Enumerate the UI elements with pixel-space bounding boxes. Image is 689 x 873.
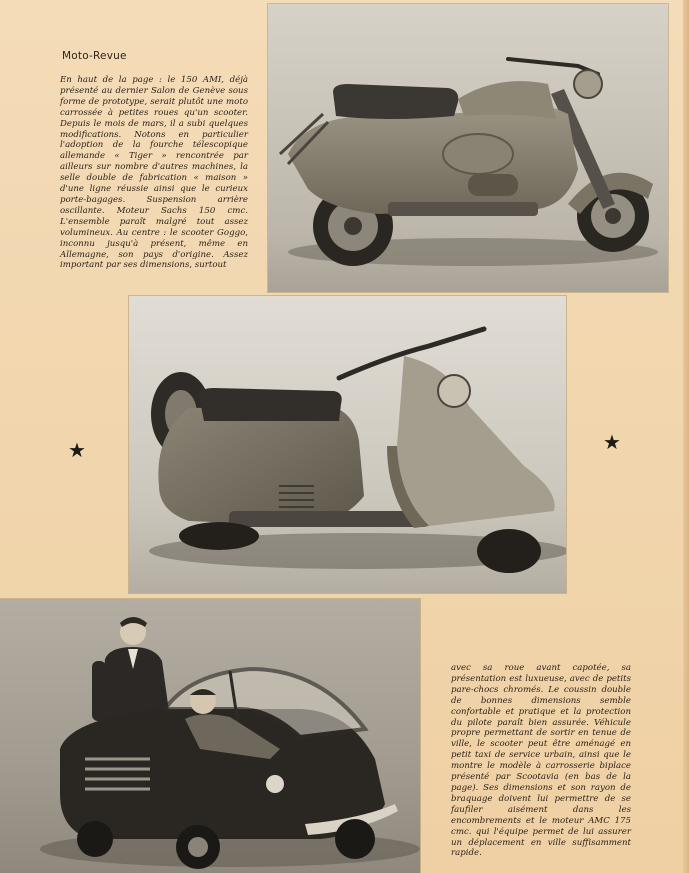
- caption-bottom-text: avec sa roue avant capotée, sa présentation est luxueuse, avec de petits pare-chocs chromés. Le coussin double de bonnes dimensions semble confortable et pratique et la protection du pilote paraît bien assurée. Véhicule propre permettant de sortir en tenue de ville, le scooter peut être aménagé en petit taxi de service urbain, ainsi que le montre le modèle à carrosserie biplace présenté par Scootavia (en bas de la page). Ses dimensions et son rayon de braquage doivent lui permettre de se faufiler aisément dans les encombrements et le moteur AMC 175 cmc. qui l'équipe permet de lui assurer un déplacement en ville suffisamment rapide.: [451, 663, 631, 859]
- magazine-header: Moto-Revue: [62, 50, 127, 62]
- caption-top-text: En haut de la page : le 150 AMI, déjà présenté au dernier Salon de Genève sous forme de prototype, serait plutôt une moto carrossée à petites roues qu'un scooter. Depuis le mois de mars, il a subi quelques modifications. Notons en particulier l'adoption de la fourche télescopique allemande « Tiger » rencontrée par ailleurs sur nombre d'autres machines, la selle double de fabrication « maison » d'une ligne réussie ainsi que le curieux porte-bagages. Suspension arrière oscillante. Moteur Sachs 150 cmc. L'ensemble paraît malgré tout assez volumineux. Au centre : le scooter Goggo, inconnu jusqu'à présent, même en Allemagne, son pays d'origine. Assez important par ses dimensions, surtout: [60, 75, 248, 271]
- photo-ami-150: [268, 4, 668, 292]
- photo-goggo-scooter: [129, 296, 566, 593]
- caption-bottom: [451, 663, 631, 859]
- photo-scootavia-taxi: [0, 599, 420, 873]
- caption-top: [60, 75, 248, 271]
- decorative-star-left: ★: [68, 438, 86, 462]
- decorative-star-right: ★: [603, 430, 621, 454]
- page-edge: [683, 0, 689, 873]
